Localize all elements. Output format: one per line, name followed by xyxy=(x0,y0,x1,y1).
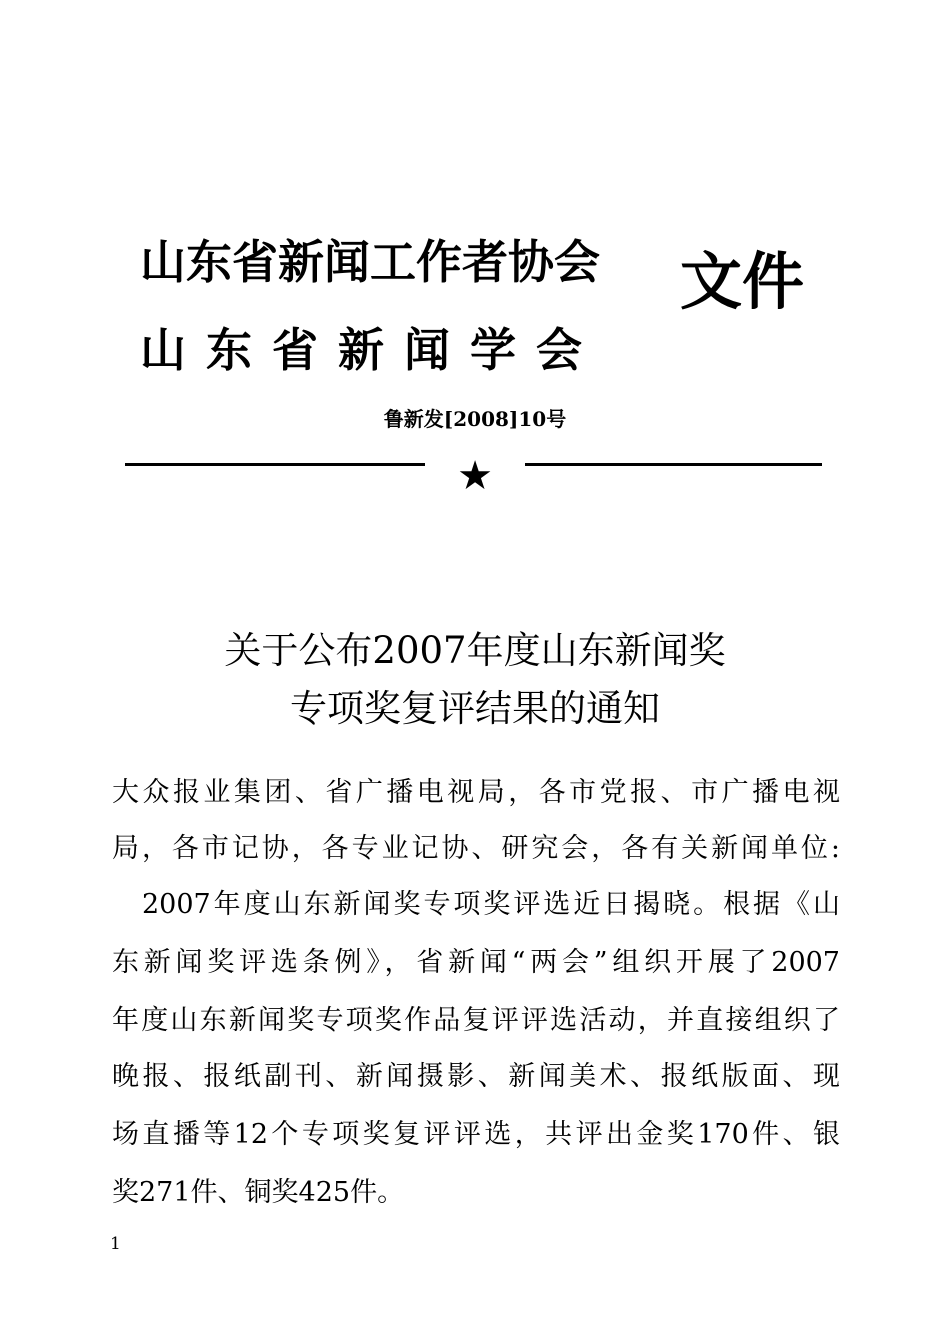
notice-title-line-2: 专项奖复评结果的通知 xyxy=(290,687,660,730)
issuing-org-1: 山东省新闻工作者协会 xyxy=(140,235,600,289)
body-line: 奖271件、铜奖425件。 xyxy=(112,1177,405,1208)
body-line: 场直播等12个专项奖复评评选，共评出金奖170件、银 xyxy=(112,1119,840,1150)
page-number: 1 xyxy=(110,1234,121,1254)
body-line: 大众报业集团、省广播电视局，各市党报、市广播电视 xyxy=(112,777,840,808)
body-line: 晚报、报纸副刊、新闻摄影、新闻美术、报纸版面、现 xyxy=(112,1061,840,1092)
document-type-label: 文件 xyxy=(680,245,805,318)
document-number: 鲁新发[2008]10号 xyxy=(383,407,567,431)
body-line: 东新闻奖评选条例》，省新闻“两会”组织开展了2007 xyxy=(112,947,840,978)
issuing-org-2: 山东省新闻学会 xyxy=(140,323,602,377)
header-rule-right xyxy=(525,463,822,466)
body-line: 局，各市记协，各专业记协、研究会，各有关新闻单位: xyxy=(112,833,840,864)
star-icon: ★ xyxy=(457,453,493,499)
header-rule-left xyxy=(125,463,425,466)
notice-title-line-1: 关于公布2007年度山东新闻奖 xyxy=(224,629,726,672)
body-line: 年度山东新闻奖专项奖作品复评评选活动，并直接组织了 xyxy=(112,1005,840,1036)
body-line: 2007年度山东新闻奖专项奖评选近日揭晓。根据《山 xyxy=(142,889,840,920)
